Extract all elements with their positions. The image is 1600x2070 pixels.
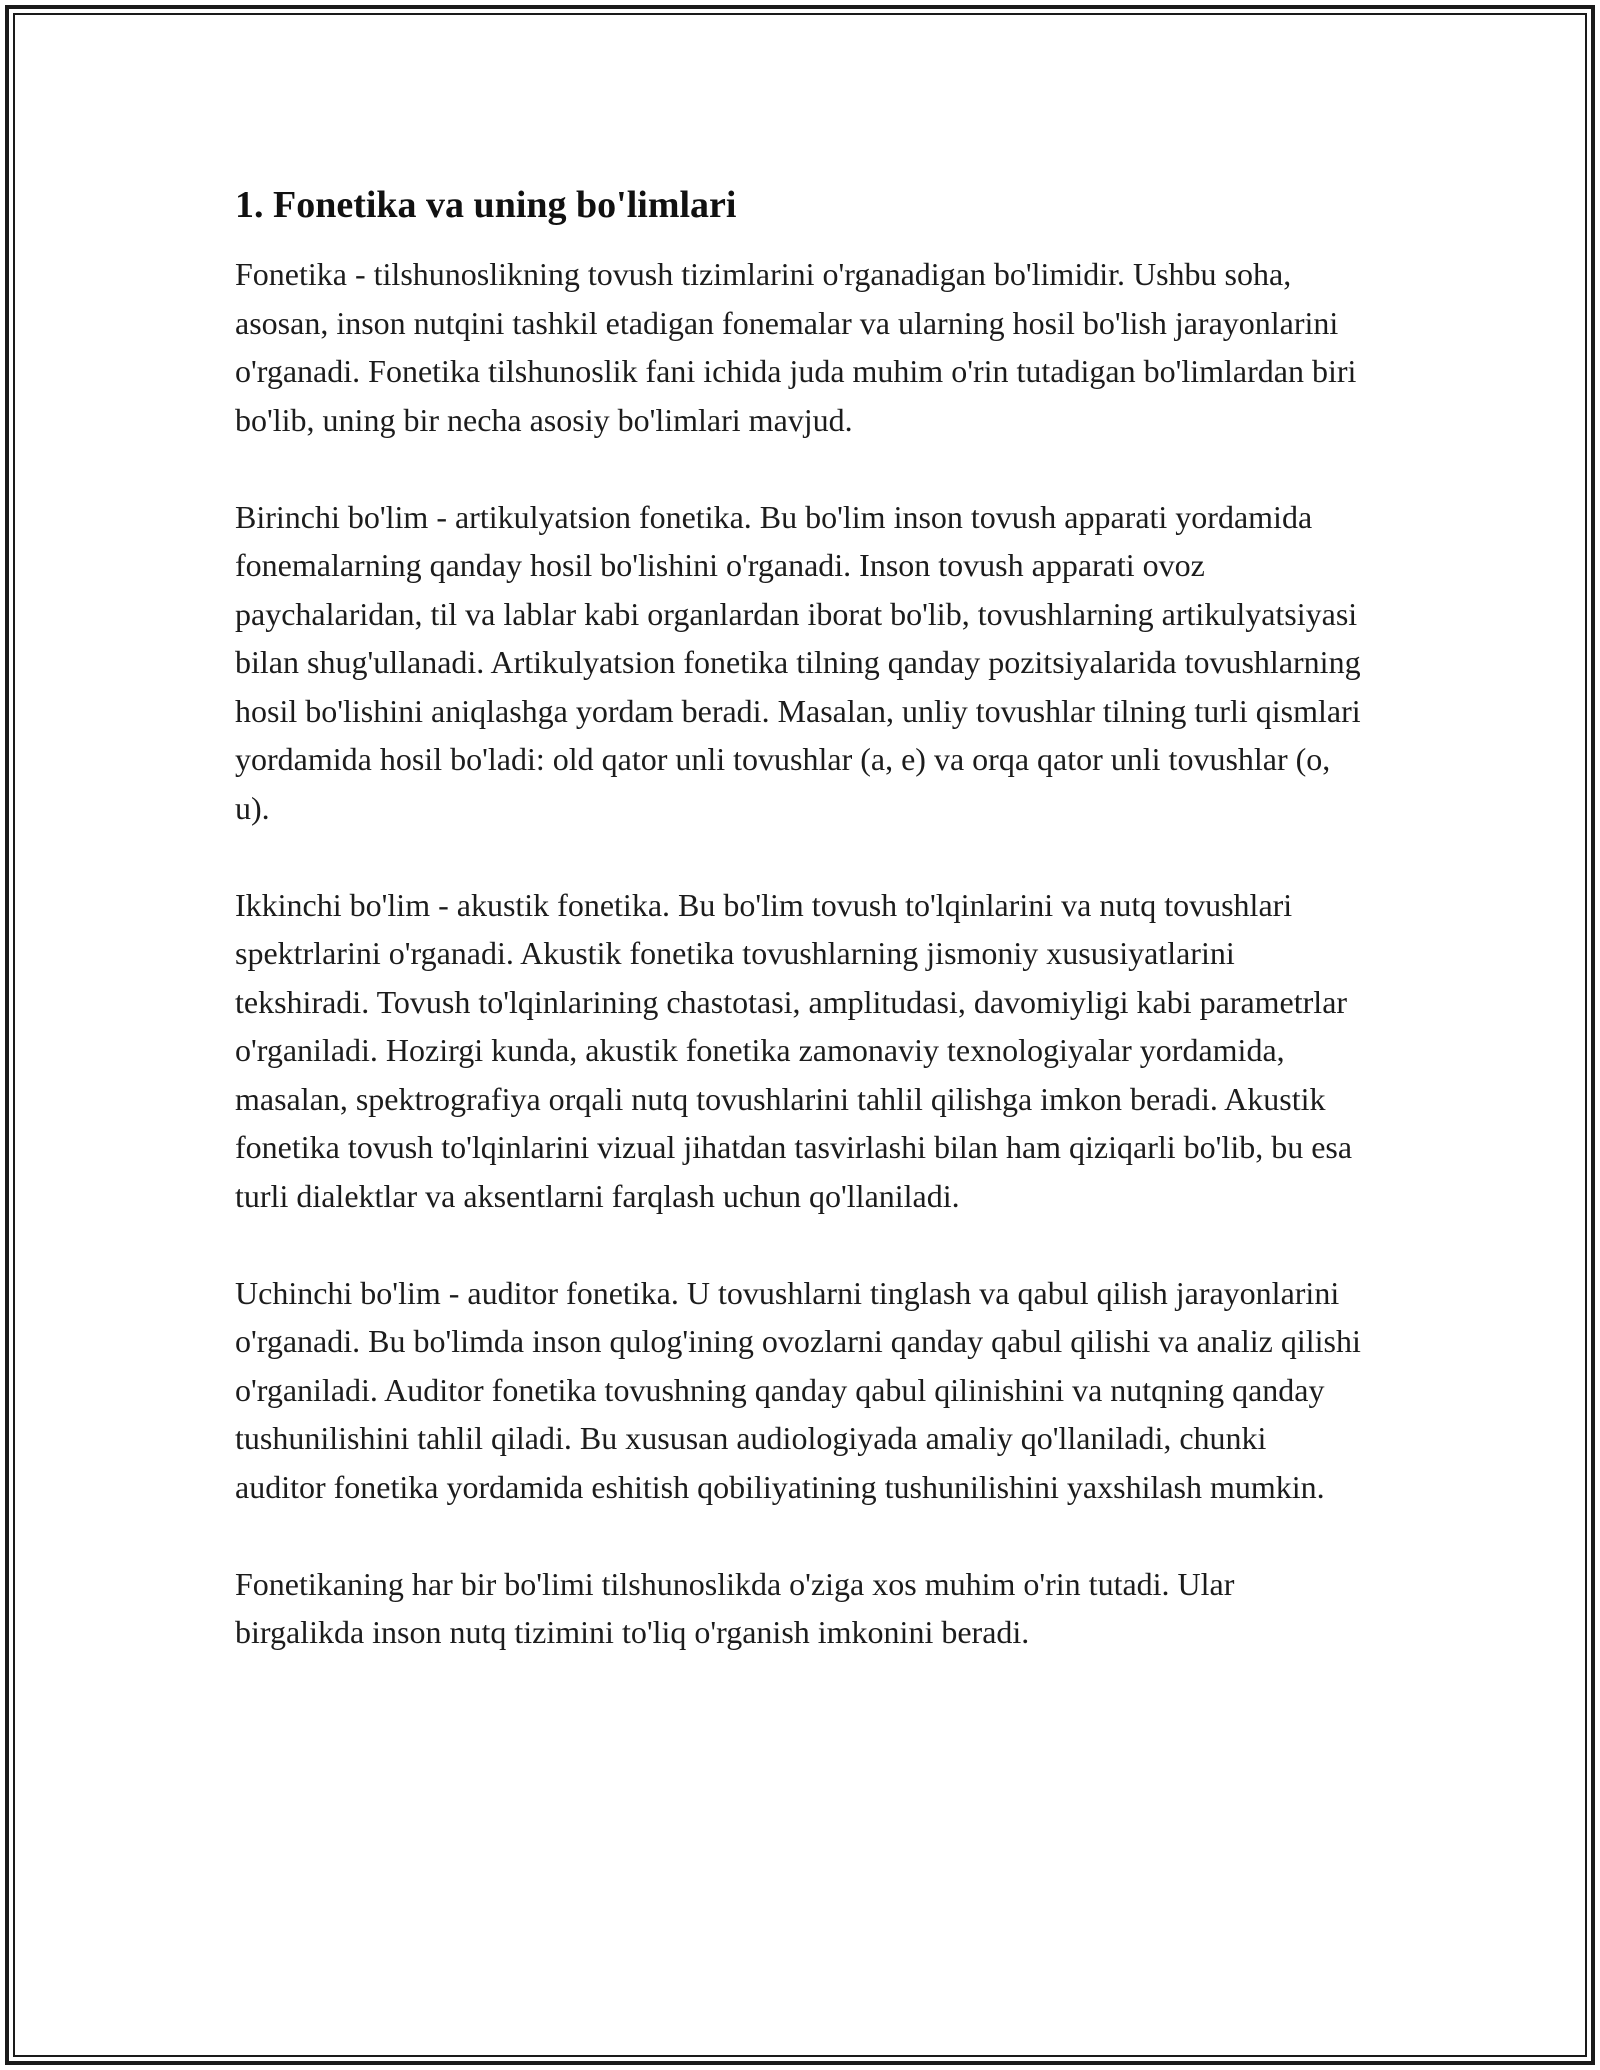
paragraph-auditory: Uchinchi bo'lim - auditor fonetika. U tovushlarni tinglash va qabul qilish jarayonlarini o'rganadi. Bu bo'limda inson qulog'ining ovozlarni qanday qabul qilishi va analiz qilishi o'rganiladi. Auditor fonetika tovushning qanday qabul qilinishini va nutqning qanday tushunilishini tahlil qiladi. Bu xususan audiologiyada amaliy qo'llaniladi, chunki auditor fonetika yordamida eshitish qobiliyatining tushunilishini yaxshilash mumkin.	[235, 1274, 1361, 1505]
document-body	[235, 180, 1365, 1705]
section-heading: 1. Fonetika va uning bo'limlari	[235, 184, 737, 226]
paragraph-acoustic: Ikkinchi bo'lim - akustik fonetika. Bu bo'lim tovush to'lqinlarini va nutq tovushlari spektrlarini o'rganadi. Akustik fonetika tovushlarning jismoniy xususiyatlarini tekshiradi. Tovush to'lqinlarining chastotasi, amplitudasi, davomiyligi kabi parametrlar o'rganiladi. Hozirgi kunda, akustik fonetika zamonaviy texnologiyalar yordamida, masalan, spektrografiya orqali nutq tovushlarini tahlil qilishga imkon beradi. Akustik fonetika tovush to'lqinlarini vizual jihatdan tasvirlashi bilan ham qiziqarli bo'lib, bu esa turli dialektlar va aksentlarni farqlash uchun qo'llaniladi.	[235, 886, 1353, 1214]
paragraph-articulatory: Birinchi bo'lim - artikulyatsion fonetika. Bu bo'lim inson tovush apparati yordamida fonemalarning qanday hosil bo'lishini o'rganadi. Inson tovush apparati ovoz paychalaridan, til va lablar kabi organlardan iborat bo'lib, tovushlarning artikulyatsiyasi bilan shug'ullanadi. Artikulyatsion fonetika tilning qanday pozitsiyalarida tovushlarning hosil bo'lishini aniqlashga yordam beradi. Masalan, unliy tovushlar tilning turli qismlari yordamida hosil bo'ladi: old qator unli tovushlar (a, e) va orqa qator unli tovushlar (o, u).	[235, 498, 1361, 826]
paragraph-conclusion: Fonetikaning har bir bo'limi tilshunoslikda o'ziga xos muhim o'rin tutadi. Ular birgalikda inson nutq tizimini to'liq o'rganish imkonini beradi.	[235, 1565, 1235, 1650]
paragraph-intro: Fonetika - tilshunoslikning tovush tizimlarini o'rganadigan bo'limidir. Ushbu soha, asosan, inson nutqini tashkil etadigan fonemalar va ularning hosil bo'lish jarayonlarini o'rganadi. Fonetika tilshunoslik fani ichida juda muhim o'rin tutadigan bo'limlardan biri bo'lib, uning bir necha asosiy bo'limlari mavjud.	[235, 256, 1357, 438]
